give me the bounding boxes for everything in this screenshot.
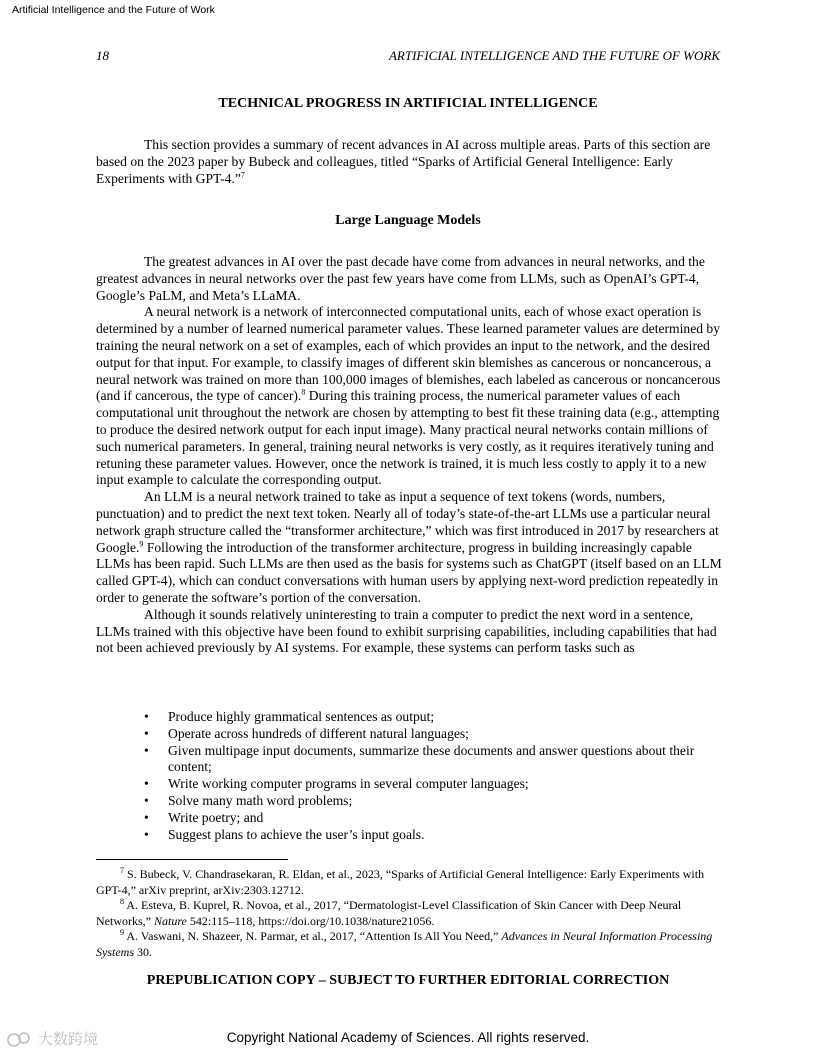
- journal-name: Advances in Neural Information Processing Systems: [96, 929, 713, 959]
- list-item: [96, 776, 722, 793]
- list-item-text: Operate across hundreds of different natural languages;: [168, 725, 469, 741]
- list-item-text: Given multipage input documents, summarize these documents and answer questions about their content;: [168, 742, 695, 775]
- section-title: TECHNICAL PROGRESS IN ARTIFICIAL INTELLIGENCE: [218, 96, 598, 111]
- footnote-text: S. Bubeck, V. Chandrasekaran, R. Eldan, et al., 2023, “Sparks of Artificial General Intelligence: Early Experiments with GPT-4,” arXiv preprint, arXiv:2303.12712.: [96, 867, 705, 897]
- paragraph-2-part-b: During this training process, the numerical parameter values of each computational unit throughout the network are chosen by attempting to best fit these training data (e.g., attempting to produce the desired network output for each input image). Many practical neural networks contain millions of such numerical parameters. In general, training neural networks is very costly, as it requires iteratively tuning and retuning these parameter values. However, once the network is trained, it is much less costly to apply it to a new input example to calculate the corresponding output.: [96, 388, 720, 488]
- capabilities-list: [96, 709, 722, 843]
- footnote-7: [96, 867, 722, 898]
- footnote-ref-9[interactable]: 9: [139, 539, 144, 549]
- footnote-number: 7: [120, 866, 124, 875]
- footnote-number: 8: [120, 897, 124, 907]
- paragraph-3: [96, 489, 722, 607]
- list-item-text: Solve many math word problems;: [168, 792, 353, 808]
- footnote-text: A. Esteva, B. Kuprel, R. Novoa, et al., 2017, “Dermatologist-Level Classification of Skin Cancer with Deep Neural Networks,”: [96, 898, 682, 928]
- body-text: [96, 254, 722, 657]
- list-item: [96, 709, 722, 726]
- paragraph-1: The greatest advances in AI over the past decade have come from advances in neural networks, and the greatest advances in neural networks over the past few years have come from LLMs, such as OpenAI’s GPT-4, Google’s PaLM, and Meta’s LLaMA.: [96, 254, 705, 303]
- paragraph-3-part-a: An LLM is a neural network trained to take as input a sequence of text tokens (words, numbers, punctuation) and to predict the next text token. Nearly all of today’s state-of-the-art LLMs use a particular neural network graph structure called the “transformer architecture,” which was first introduced in 2017 by researchers at Google.: [96, 489, 719, 555]
- footnote-divider: [96, 859, 288, 860]
- list-item: [96, 827, 722, 844]
- paragraph-2-part-a: A neural network is a network of interconnected computational units, each of whose exact operation is determined by a number of learned numerical parameter values. These learned parameter values are determined by training the neural network on a set of examples, each of which provides an input to the network, and the desired output for that input. For example, to classify images of different skin blemishes as cancerous or noncancerous, a neural network was trained on more than 100,000 images of blemishes, each labeled as cancerous or noncancerous (and if cancerous, the type of cancer).: [96, 304, 721, 404]
- footnote-text-end: 30.: [134, 944, 152, 959]
- footnote-number: 9: [120, 928, 124, 938]
- watermark-text: 大数跨境: [38, 1030, 99, 1048]
- footnote-ref-8[interactable]: 8: [301, 387, 306, 397]
- list-item: [96, 793, 722, 810]
- bullet-icon: •: [144, 809, 149, 825]
- list-item: [96, 726, 722, 743]
- running-title: ARTIFICIAL INTELLIGENCE AND THE FUTURE OF WORK: [388, 48, 720, 63]
- bullet-icon: •: [144, 792, 149, 808]
- footnote-ref-7[interactable]: 7: [240, 170, 245, 180]
- journal-name: Nature: [153, 913, 187, 928]
- footnote-text-end: 542:115–118, https://doi.org/10.1038/nature21056.: [186, 913, 435, 928]
- bullet-icon: •: [144, 709, 149, 724]
- paragraph-4: Although it sounds relatively uninteresting to train a computer to predict the next word in a sentence, LLMs trained with this objective have been found to exhibit surprising capabilities, including capabilities that had not been achieved previously by AI systems. For example, these systems can perform tasks such as: [96, 606, 717, 656]
- footnote-text: A. Vaswani, N. Shazeer, N. Parmar, et al., 2017, “Attention Is All You Need,”: [124, 929, 502, 944]
- bullet-icon: •: [144, 776, 149, 792]
- subsection-title: Large Language Models: [335, 213, 481, 228]
- running-header: [96, 48, 720, 64]
- footnote-9: [96, 929, 722, 960]
- bullet-icon: •: [144, 742, 149, 758]
- intro-paragraph: [96, 137, 722, 187]
- paragraph-2: [96, 304, 722, 489]
- footnote-8: [96, 898, 722, 929]
- bullet-icon: •: [144, 826, 149, 842]
- list-item-text: Write working computer programs in several computer languages;: [168, 776, 529, 792]
- list-item: [96, 810, 722, 827]
- bullet-icon: •: [144, 725, 149, 741]
- list-item-text: Write poetry; and: [168, 809, 264, 825]
- footnotes: [96, 867, 722, 961]
- list-item-text: Produce highly grammatical sentences as output;: [168, 709, 435, 724]
- copyright-notice: Copyright National Academy of Sciences. All rights reserved.: [226, 1030, 590, 1045]
- paragraph-3-part-b: Following the introduction of the transformer architecture, progress in building increasingly capable LLMs has been rapid. Such LLMs are then used as the basis for systems such as ChatGPT (itself based on an LLM called GPT-4), which can conduct conversations with human users by applying next-word prediction repeatedly in order to generate the software’s portion of the conversation.: [96, 539, 722, 605]
- list-item: [96, 743, 722, 777]
- prepublication-notice: PREPUBLICATION COPY – SUBJECT TO FURTHER EDITORIAL CORRECTION: [146, 973, 670, 988]
- intro-text: This section provides a summary of recent advances in AI across multiple areas. Parts of this section are based on the 2023 paper by Bubeck and colleagues, titled “Sparks of Artificial General Intelligence: Early Experiments with GPT-4.”: [96, 137, 711, 186]
- document-banner: Artificial Intelligence and the Future of Work: [12, 4, 215, 16]
- list-item-text: Suggest plans to achieve the user’s input goals.: [168, 826, 425, 842]
- page-number: 18: [96, 48, 109, 63]
